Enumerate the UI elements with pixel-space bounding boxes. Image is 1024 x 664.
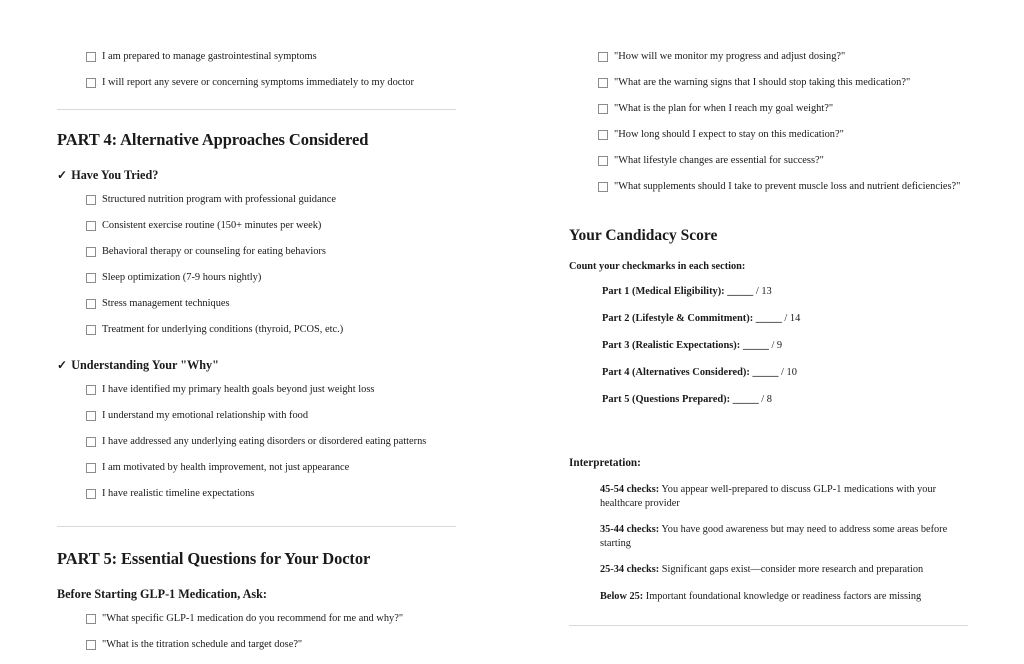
checklist-item[interactable] [598, 180, 968, 193]
checklist-item[interactable] [86, 487, 456, 500]
checkbox-icon[interactable] [598, 104, 608, 114]
checkmark-icon: ✓ [57, 358, 68, 372]
interpretation-block [569, 457, 968, 626]
checklist-item-label: Stress management techniques [102, 298, 230, 309]
checklist-item[interactable] [598, 128, 968, 141]
checklist-item[interactable] [86, 245, 456, 258]
candidacy-score-instruction: Count your checkmarks in each section: [569, 261, 746, 272]
checklist-item-label: Treatment for underlying conditions (thyroid, PCOS, etc.) [102, 324, 344, 335]
checklist-item-label: Behavioral therapy or counseling for eating behaviors [102, 246, 326, 257]
part4-title: PART 4: Alternative Approaches Considered [57, 130, 369, 149]
right-column [512, 0, 1024, 664]
checklist-item-label: "What is the titration schedule and target dose?" [102, 639, 303, 650]
checklist-item[interactable] [598, 76, 968, 89]
score-row-label: Part 3 (Realistic Expectations): [602, 340, 741, 351]
checkmark-icon: ✓ [57, 168, 68, 182]
interpretation-item [600, 590, 948, 604]
score-row-total: / 8 [761, 394, 772, 405]
part4-group-checklist [57, 193, 456, 336]
checklist-item[interactable] [86, 50, 456, 63]
score-row [602, 340, 968, 351]
part4-group-heading [57, 358, 456, 373]
checklist-item[interactable] [86, 271, 456, 284]
checklist-item-label: "What supplements should I take to prevent muscle loss and nutrient deficiencies?" [614, 181, 961, 192]
score-row [602, 367, 968, 378]
section-divider-part5 [57, 526, 456, 527]
score-row-total: / 13 [755, 286, 772, 297]
score-row-label: Part 1 (Medical Eligibility): [602, 286, 725, 297]
score-row-blank[interactable]: _____ [727, 286, 754, 297]
checkbox-icon[interactable] [86, 614, 96, 624]
checklist-item[interactable] [86, 193, 456, 206]
score-rows [569, 286, 968, 405]
checkbox-icon[interactable] [86, 78, 96, 88]
checklist-item[interactable] [86, 76, 456, 89]
checkbox-icon[interactable] [598, 52, 608, 62]
checklist-item[interactable] [86, 461, 456, 474]
part5-title: PART 5: Essential Questions for Your Doctor [57, 549, 371, 568]
checklist-item[interactable] [86, 219, 456, 232]
checkbox-icon[interactable] [86, 463, 96, 473]
checklist-item-label: Structured nutrition program with professional guidance [102, 194, 337, 205]
interpretation-text: Important foundational knowledge or readiness factors are missing [643, 590, 922, 602]
score-row-blank[interactable]: _____ [755, 313, 782, 324]
checkbox-icon[interactable] [86, 489, 96, 499]
checkbox-icon[interactable] [598, 130, 608, 140]
checklist-item-label: "What lifestyle changes are essential for success?" [614, 155, 824, 166]
score-row-label: Part 5 (Questions Prepared): [602, 394, 731, 405]
score-row-total: / 9 [771, 340, 783, 351]
part4-group-checklist [57, 383, 456, 500]
score-row-label: Part 2 (Lifestyle & Commitment): [602, 313, 754, 324]
part4-group [57, 358, 456, 500]
checklist-item-label: "What is the plan for when I reach my goal weight?" [614, 103, 834, 114]
checklist-item-label: "What specific GLP-1 medication do you recommend for me and why?" [102, 613, 404, 624]
interpretation-range: 25-34 checks: [600, 564, 660, 576]
checkbox-icon[interactable] [86, 437, 96, 447]
checklist-item-label: I am prepared to manage gastrointestinal symptoms [102, 51, 317, 62]
checklist-item-label: I have realistic timeline expectations [102, 488, 255, 499]
checkbox-icon[interactable] [86, 195, 96, 205]
part4-group-heading-label: Understanding Your "Why" [71, 358, 219, 372]
interpretation-text: You have good awareness but may need to address some areas before starting [600, 524, 948, 549]
interpretation-text: You appear well-prepared to discuss GLP-1 medications with your healthcare provider [600, 484, 937, 509]
checklist-item[interactable] [86, 638, 456, 651]
checklist-item[interactable] [598, 50, 968, 63]
checkbox-icon[interactable] [86, 52, 96, 62]
checkbox-icon[interactable] [598, 182, 608, 192]
checklist-item[interactable] [86, 409, 456, 422]
score-row [602, 286, 968, 297]
checklist-item-label: I understand my emotional relationship with food [102, 410, 309, 421]
score-row-blank[interactable]: _____ [752, 367, 779, 378]
checkbox-icon[interactable] [86, 325, 96, 335]
checkbox-icon[interactable] [86, 640, 96, 650]
checklist-item-label: "How will we monitor my progress and adjust dosing?" [614, 51, 846, 62]
interpretation-item [600, 483, 948, 510]
checklist-item-label: I have identified my primary health goals beyond just weight loss [102, 384, 375, 395]
section-divider-top [57, 109, 456, 110]
part4-groups [57, 168, 456, 500]
interpretation-range: 35-44 checks: [600, 524, 660, 536]
checklist-item[interactable] [86, 297, 456, 310]
section-divider-bottom [569, 625, 968, 626]
score-row [602, 394, 968, 405]
part4-group-heading-label: Have You Tried? [71, 168, 159, 182]
checkbox-icon[interactable] [86, 247, 96, 257]
interpretation-item [600, 523, 948, 550]
checklist-item[interactable] [598, 102, 968, 115]
part5-checklist [57, 612, 456, 651]
checkbox-icon[interactable] [86, 273, 96, 283]
checkbox-icon[interactable] [86, 221, 96, 231]
checklist-item[interactable] [86, 612, 456, 625]
candidacy-score-block [569, 227, 968, 405]
part5-subheading: Before Starting GLP-1 Medication, Ask: [57, 587, 267, 601]
checklist-item-label: Sleep optimization (7-9 hours nightly) [102, 272, 262, 283]
checklist-item-label: Consistent exercise routine (150+ minutes per week) [102, 220, 322, 231]
score-row-total: / 14 [784, 313, 801, 324]
checkbox-icon[interactable] [86, 385, 96, 395]
score-row-blank[interactable]: _____ [742, 340, 769, 351]
score-row [602, 313, 968, 324]
candidacy-score-title: Your Candidacy Score [569, 227, 718, 244]
checklist-item-label: "How long should I expect to stay on this medication?" [614, 129, 844, 140]
checklist-item-label: I am motivated by health improvement, not just appearance [102, 462, 350, 473]
part4-group-heading [57, 168, 456, 183]
part4-group [57, 168, 456, 336]
checkbox-icon[interactable] [86, 299, 96, 309]
interpretation-text: Significant gaps exist—consider more research and preparation [659, 564, 924, 576]
score-row-blank[interactable]: _____ [732, 394, 759, 405]
checkbox-icon[interactable] [598, 78, 608, 88]
score-row-label: Part 4 (Alternatives Considered): [602, 367, 750, 378]
part5-questions-continued [569, 50, 968, 193]
interpretation-range: 45-54 checks: [600, 484, 660, 495]
checklist-item[interactable] [86, 435, 456, 448]
interpretation-item [600, 563, 948, 577]
interpretation-range: Below 25: [600, 590, 644, 602]
checkbox-icon[interactable] [86, 411, 96, 421]
checklist-item[interactable] [86, 383, 456, 396]
checklist-item-label: I have addressed any underlying eating disorders or disordered eating patterns [102, 436, 427, 447]
checkbox-icon[interactable] [598, 156, 608, 166]
interpretation-list [569, 483, 968, 603]
checklist-item-label: "What are the warning signs that I should stop taking this medication?" [614, 77, 911, 88]
checklist-item[interactable] [598, 154, 968, 167]
score-row-total: / 10 [781, 367, 797, 378]
checklist-item[interactable] [86, 323, 456, 336]
interpretation-heading: Interpretation: [569, 457, 641, 469]
checklist-item-label: I will report any severe or concerning symptoms immediately to my doctor [102, 77, 414, 88]
part3-continued-checklist [57, 50, 456, 89]
